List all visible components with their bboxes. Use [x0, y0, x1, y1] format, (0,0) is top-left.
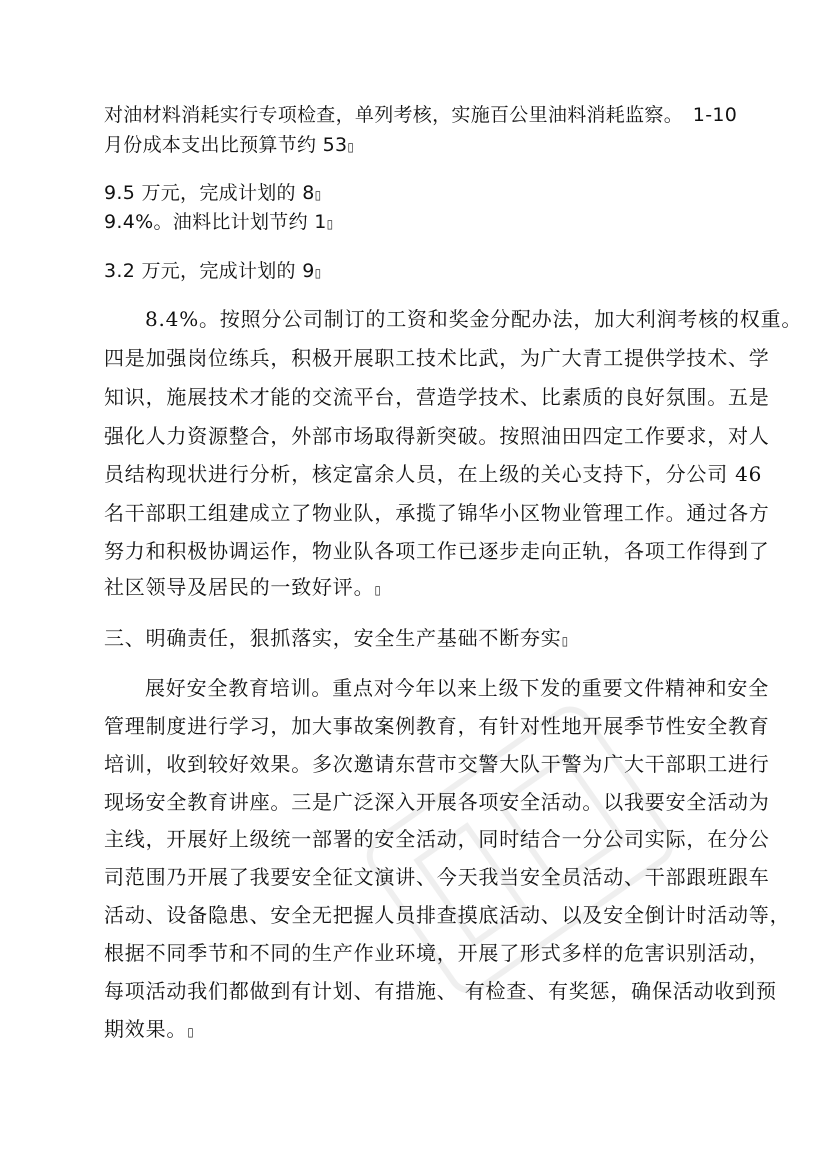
text-line: 名干部职工组建成立了物业队，承揽了锦华小区物业管理工作。通过各方	[104, 501, 770, 525]
text-line: 每项活动我们都做到有计划、有措施、 有检查、有奖惩，确保活动收到预	[104, 979, 777, 1003]
text-line: 现场安全教育讲座。三是广泛深入开展各项安全活动。以我要安全活动为	[104, 790, 770, 814]
paragraph-mark: ▯	[374, 583, 382, 597]
paragraph-mark: ▯	[347, 140, 355, 154]
paragraph-mark: ▯	[314, 266, 322, 280]
text-segment: 社区领导及居民的一致好评。	[104, 575, 375, 599]
text-line: 主线，开展好上级统一部署的安全活动，同时结合一分公司实际，在分公	[104, 827, 770, 851]
text-line: 活动、设备隐患、安全无把握人员排查摸底活动、以及安全倒计时活动等，	[104, 903, 791, 927]
text-line	[104, 130, 354, 157]
text-line	[104, 207, 333, 234]
text-line: 努力和积极协调运作，物业队各项工作已逐步走向正轨，各项工作得到了	[104, 539, 770, 563]
text-line: 展好安全教育培训。重点对今年以来上级下发的重要文件精神和安全	[145, 676, 769, 700]
paragraph-mark: ▯	[561, 634, 569, 648]
text-line: 根据不同季节和不同的生产作业环境，开展了形式多样的危害识别活动，	[104, 941, 770, 965]
text-line	[104, 256, 321, 283]
text-segment: 期效果。	[104, 1017, 188, 1041]
text-segment: 月份成本支出比预算节约 53	[104, 134, 348, 156]
paragraph-mark: ▯	[314, 188, 322, 202]
text-line: 对油材料消耗实行专项检查，单列考核，实施百公里油料消耗监察。 1-10	[104, 104, 738, 126]
section-heading	[104, 622, 568, 651]
text-line: 培训，收到较好效果。多次邀请东营市交警大队干警为广大干部职工进行	[104, 752, 770, 776]
text-segment: 3.2 万元，完成计划的 9	[104, 260, 315, 282]
text-segment: 9.4%。油料比计划节约 1	[104, 211, 327, 233]
text-line: 8.4%。按照分公司制订的工资和奖金分配办法，加大利润考核的权重。	[145, 307, 803, 331]
text-line: 司范围乃开展了我要安全征文演讲、今天我当安全员活动、干部跟班跟车	[104, 865, 770, 889]
text-line: 员结构现状进行分析，核定富余人员，在上级的关心支持下，分公司 46	[104, 462, 763, 486]
text-line: 管理制度进行学习，加大事故案例教育，有针对性地开展季节性安全教育	[104, 714, 770, 738]
text-line	[104, 571, 381, 600]
text-segment: 9.5 万元，完成计划的 8	[104, 182, 315, 204]
heading-text: 三、明确责任，狠抓落实，安全生产基础不断夯实	[104, 626, 562, 650]
text-line: 知识，施展技术才能的交流平台，营造学技术、比素质的良好氛围。五是	[104, 385, 770, 409]
text-line: 四是加强岗位练兵，积极开展职工技术比武，为广大青工提供学技术、学	[104, 346, 770, 370]
text-line	[104, 1013, 194, 1042]
text-line: 强化人力资源整合，外部市场取得新突破。按照油田四定工作要求，对人	[104, 424, 770, 448]
text-line	[104, 178, 321, 205]
paragraph-mark: ▯	[187, 1025, 194, 1039]
paragraph-mark: ▯	[326, 217, 334, 231]
